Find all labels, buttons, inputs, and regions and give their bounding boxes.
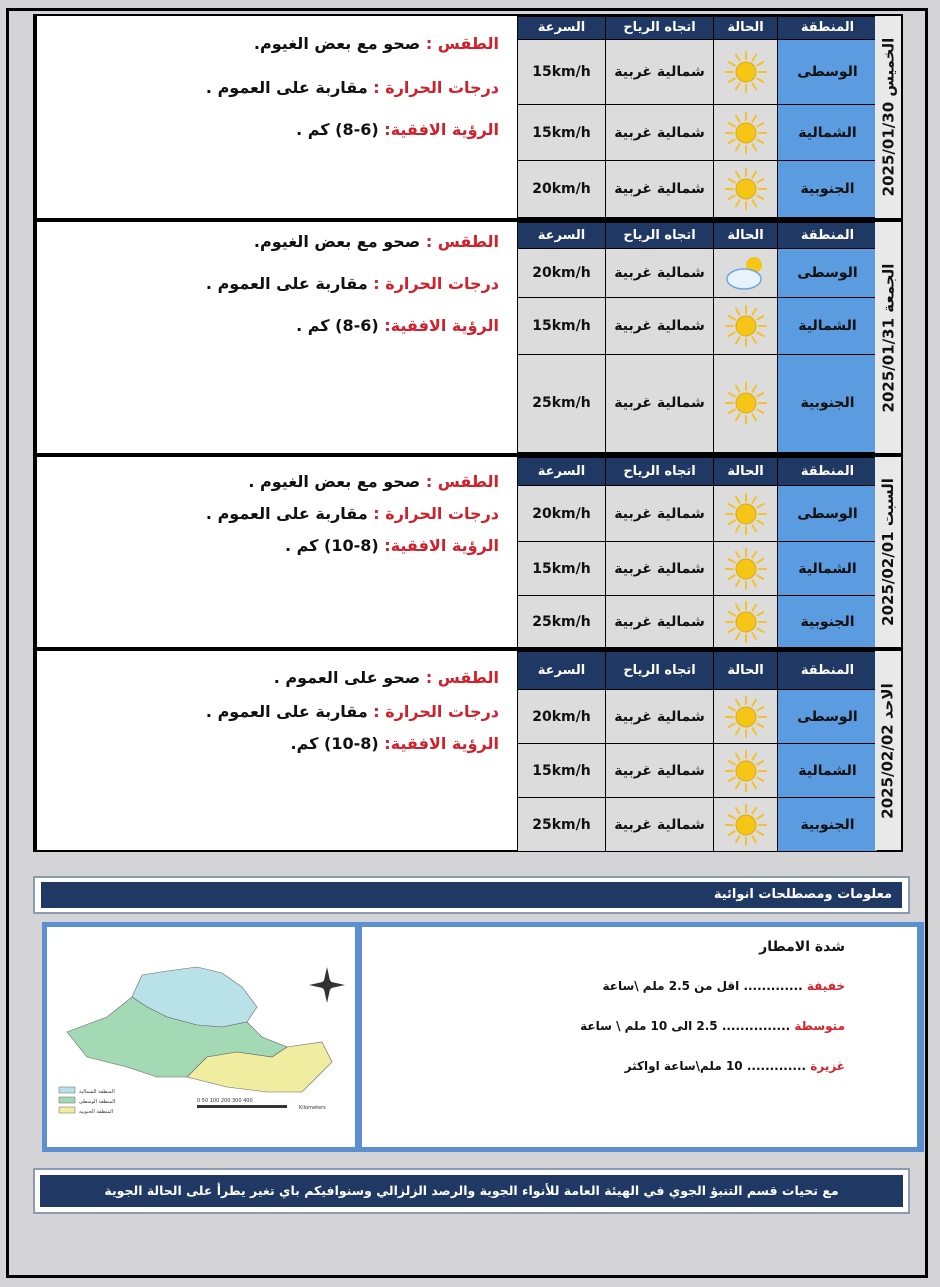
table-row [518,542,878,596]
sun-icon [714,354,778,452]
info-box [42,922,924,1152]
day-block [33,220,903,455]
footer-bar [33,1168,910,1214]
day-date: الجمعة 2025/01/31 [879,263,898,412]
map-scale-text: 0 50 100 200 300 400 [197,1098,253,1104]
region-cell: الجنوبية [778,798,878,852]
sun-icon [714,105,778,161]
table-row [518,39,878,104]
forecast-table [517,457,878,648]
weather-text: صحو مع بعض الغيوم. [253,34,426,53]
header-direction: اتجاه الرياح [606,458,714,486]
wind-speed-cell: 15km/h [518,744,606,798]
wind-direction-cell: شمالية غربية [606,249,714,298]
day-block [33,14,903,220]
region-cell: الجنوبية [778,596,878,648]
region-cell: الوسطى [778,249,878,298]
weather-line [248,472,499,491]
region-cell: الشمالية [778,744,878,798]
rain-moderate-label: متوسطة [794,1019,845,1033]
table-row [518,297,878,354]
table-row [518,105,878,161]
forecast-table [517,651,878,852]
header-state: الحالة [714,17,778,40]
date-cell [875,651,901,850]
header-speed: السرعة [518,17,606,40]
table-row [518,161,878,218]
weather-label: الطقس : [425,668,499,687]
table-header-row [518,458,878,486]
region-cell: الشمالية [778,105,878,161]
partly-cloudy-icon [714,249,778,298]
compass-icon [309,967,345,1003]
iraq-map [47,927,355,1147]
sun-icon [714,297,778,354]
sun-icon [714,161,778,218]
header-state: الحالة [714,652,778,690]
info-title-bar [33,876,910,914]
day-description [35,457,517,647]
wind-direction-cell: شمالية غربية [606,161,714,218]
wind-direction-cell: شمالية غربية [606,105,714,161]
temperature-text: مقاربة على العموم . [205,78,374,97]
weather-line [254,34,499,53]
wind-direction-cell: شمالية غربية [606,690,714,744]
wind-speed-cell: 20km/h [518,161,606,218]
visibility-line [296,120,499,139]
rain-heavy [625,1059,845,1073]
weather-line [274,668,499,687]
temperature-label: درجات الحرارة : [373,504,499,523]
day-date: السبت 2025/02/01 [879,478,897,626]
visibility-line [296,316,499,335]
day-date: الخميس 2025/01/30 [879,37,897,197]
wind-speed-cell: 25km/h [518,596,606,648]
region-cell: الشمالية [778,297,878,354]
header-direction: اتجاه الرياح [606,17,714,40]
temperature-label: درجات الحرارة : [373,274,499,293]
wind-direction-cell: شمالية غربية [606,354,714,452]
date-cell [875,16,901,218]
sun-icon [714,798,778,852]
wind-direction-cell: شمالية غربية [606,542,714,596]
temperature-line [206,274,499,293]
visibility-text: (8-10) كم . [284,536,385,555]
weather-label: الطقس : [425,232,499,251]
wind-speed-cell: 25km/h [518,354,606,452]
wind-speed-cell: 15km/h [518,105,606,161]
region-cell: الوسطى [778,486,878,542]
wind-speed-cell: 20km/h [518,249,606,298]
weather-text: صحو مع بعض الغيوم . [248,472,426,491]
region-cell: الجنوبية [778,354,878,452]
visibility-label: الرؤية الافقية: [384,120,499,139]
wind-direction-cell: شمالية غربية [606,744,714,798]
table-row [518,690,878,744]
wind-speed-cell: 15km/h [518,542,606,596]
header-state: الحالة [714,458,778,486]
region-cell: الشمالية [778,542,878,596]
temperature-text: مقاربة على العموم . [205,504,374,523]
wind-speed-cell: 15km/h [518,39,606,104]
wind-speed-cell: 20km/h [518,486,606,542]
rain-moderate-text: ............... 2.5 الى 10 ملم \ ساعة [580,1019,795,1033]
visibility-line [285,536,499,555]
weather-text: صحو مع بعض الغيوم. [253,232,426,251]
rain-light-label: خفيفة [806,979,845,993]
weather-text: صحو على العموم . [273,668,426,687]
table-header-row [518,652,878,690]
region-cell: الوسطى [778,690,878,744]
sun-icon [714,542,778,596]
date-cell [875,222,901,453]
visibility-text: (6-8) كم . [296,316,385,335]
temperature-text: مقاربة على العموم . [205,274,374,293]
wind-speed-cell: 25km/h [518,798,606,852]
legend-central: المنطقة الوسطى [79,1099,116,1105]
sun-icon [714,744,778,798]
header-speed: السرعة [518,458,606,486]
header-region: المنطقة [778,223,878,249]
table-row [518,798,878,852]
day-block [33,455,903,649]
table-header-row [518,17,878,40]
header-region: المنطقة [778,458,878,486]
weather-line [254,232,499,251]
legend-north: المنطقة الشمالية [79,1089,115,1095]
temperature-label: درجات الحرارة : [373,702,499,721]
sun-icon [714,690,778,744]
info-title: معلومات ومصطلحات انوائية [41,882,902,908]
wind-direction-cell: شمالية غربية [606,297,714,354]
header-direction: اتجاه الرياح [606,223,714,249]
temperature-line [206,78,499,97]
header-speed: السرعة [518,652,606,690]
forecast-table [517,222,878,453]
day-date: الاحد 2025/02/02 [879,682,897,819]
rain-light [602,979,845,993]
day-description [35,222,517,453]
rain-intensity-panel [362,927,917,1147]
visibility-label: الرؤية الافقية: [384,316,499,335]
header-direction: اتجاه الرياح [606,652,714,690]
rain-heavy-text: ............. 10 ملم\ساعة اواكثر [624,1059,811,1073]
table-row [518,249,878,298]
region-cell: الجنوبية [778,161,878,218]
visibility-label: الرؤية الافقية: [384,536,499,555]
visibility-text: (6-8) كم . [296,120,385,139]
rain-moderate [580,1019,845,1033]
visibility-line [291,734,499,753]
wind-direction-cell: شمالية غربية [606,798,714,852]
day-description [35,16,517,218]
rain-title: شدة الامطار [759,939,845,955]
footer-text: مع تحيات قسم التنبؤ الجوي في الهيئة العامة للأنواء الجوية والرصد الزلزالي وسنوافيكم باي تغير يطرأ على الحالة الجوية [40,1175,903,1207]
visibility-text: (8-10) كم. [290,734,385,753]
map-scale-unit: Kilometers [299,1105,326,1111]
header-region: المنطقة [778,652,878,690]
sun-icon [714,39,778,104]
temperature-text: مقاربة على العموم . [205,702,374,721]
sun-icon [714,596,778,648]
header-region: المنطقة [778,17,878,40]
temperature-line [206,504,499,523]
rain-heavy-label: غزيرة [810,1059,845,1073]
weather-label: الطقس : [425,34,499,53]
temperature-line [206,702,499,721]
wind-direction-cell: شمالية غربية [606,486,714,542]
legend-south: المنطقة الجنوبية [79,1109,114,1115]
date-cell [875,457,901,647]
table-header-row [518,223,878,249]
header-state: الحالة [714,223,778,249]
region-cell: الوسطى [778,39,878,104]
table-row [518,486,878,542]
wind-direction-cell: شمالية غربية [606,596,714,648]
forecast-table [517,16,878,218]
sun-icon [714,486,778,542]
weather-label: الطقس : [425,472,499,491]
day-block [33,649,903,852]
table-row [518,596,878,648]
temperature-label: درجات الحرارة : [373,78,499,97]
wind-speed-cell: 20km/h [518,690,606,744]
wind-speed-cell: 15km/h [518,297,606,354]
day-description [35,651,517,850]
wind-direction-cell: شمالية غربية [606,39,714,104]
table-row [518,744,878,798]
rain-light-text: ............. اقل من 2.5 ملم \ساعة [602,979,807,993]
visibility-label: الرؤية الافقية: [384,734,499,753]
table-row [518,354,878,452]
header-speed: السرعة [518,223,606,249]
